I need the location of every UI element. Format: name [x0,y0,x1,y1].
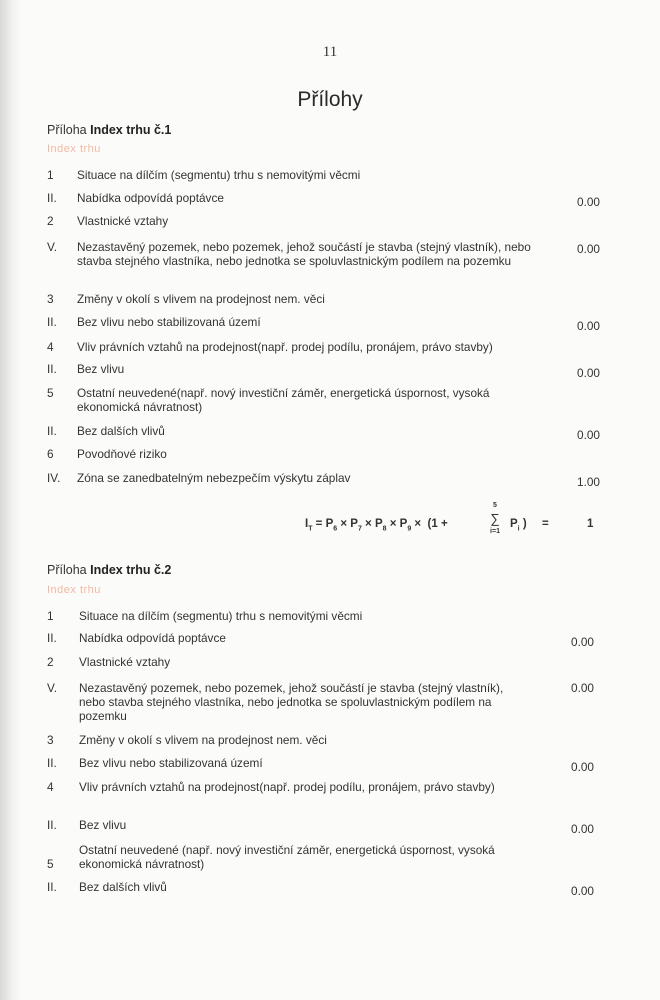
row-text: Změny v okolí s vlivem na prodejnost nem. věci [79,733,327,747]
row-value: 0.00 [571,822,594,836]
row-text: Ostatní neuvedené(např. nový investiční záměr, energetická úspornost, vysoká ekonomická návratnost) [77,386,490,414]
row-number: II. [47,756,57,770]
row-text: Povodňové riziko [77,447,167,461]
row-text: Situace na dílčím (segmentu) trhu s nemovitými věcmi [77,168,361,182]
row-value: 0.00 [577,195,600,209]
row-number: 4 [47,780,54,794]
row-value: 0.00 [571,635,594,649]
row-number: V. [47,240,58,254]
row-text: Bez dalších vlivů [77,424,165,438]
row-text: Vliv právních vztahů na prodejnost(např. prodej podílu, pronájem, právo stavby) [79,780,495,794]
row-number: II. [47,315,57,329]
row-number: 3 [47,292,54,306]
row-number: 2 [47,214,54,228]
row-text: Vlastnické vztahy [77,214,169,228]
row-number: II. [47,818,57,832]
formula-expression: $I_T = P_6 \times P_7 \times P_8 \times P_9 \times (1$ + [305,518,448,533]
annex-2-subtitle: Index trhu [47,584,101,596]
row-text: Bez vlivu nebo stabilizovaná území [77,315,261,329]
row-number: II. [47,631,57,645]
annex-1-title [47,123,171,137]
annex-1-subtitle: Index trhu [47,143,101,155]
annex-2-prefix: Příloha [47,563,87,577]
row-number: 5 [47,857,54,871]
row-text: Vliv právních vztahů na prodejnost(např. prodej podílu, pronájem, právo stavby) [77,340,493,354]
row-number: V. [47,681,58,695]
page-number: 11 [322,44,338,60]
row-number: 5 [47,386,54,400]
row-text: Ostatní neuvedené (např. nový investiční záměr, energetická úspornost, vysoká ekonomická návratnost) [79,843,495,871]
annex-1-name: Index trhu č.1 [90,123,172,137]
row-text: Bez vlivu [77,362,125,376]
page-title: Přílohy [297,88,363,111]
row-value: 0.00 [571,884,594,898]
row-text: Nezastavěný pozemek, nebo pozemek, jehož součástí je stavba (stejný vlastník), nebo stavba stejného vlastníka, nebo jednotka se spoluvlastnickým podílem na pozemku [77,240,531,268]
formula-term: $P_i$ ) [510,518,527,533]
annex-2-title [47,563,171,577]
row-number: 3 [47,733,54,747]
row-text: Bez vlivu nebo stabilizovaná území [79,756,263,770]
row-text: Vlastnické vztahy [79,655,171,669]
row-value: 0.00 [571,760,594,774]
annex-1-prefix: Příloha [47,123,87,137]
row-number: 6 [47,447,54,461]
row-text: Situace na dílčím (segmentu) trhu s nemovitými věcmi [79,609,363,623]
row-value: 0.00 [571,681,594,695]
row-text: Změny v okolí s vlivem na prodejnost nem. věci [77,292,325,306]
row-value: 1.00 [577,475,600,489]
sum-symbol: 5 ∑ i=1 [490,502,500,535]
row-number: II. [47,362,57,376]
row-number: 1 [47,168,54,182]
row-number: II. [47,424,57,438]
annex-2-name: Index trhu č.2 [90,563,172,577]
row-text: Bez dalších vlivů [79,880,167,894]
row-number: IV. [47,471,61,485]
row-number: II. [47,880,57,894]
row-text: Zóna se zanedbatelným nebezpečím výskytu záplav [77,471,351,485]
row-value: 0.00 [577,366,600,380]
row-number: II. [47,191,57,205]
market-index-formula [305,502,615,542]
formula-equals: = [542,518,549,530]
row-value: 0.00 [577,319,600,333]
row-text: Nezastavěný pozemek, nebo pozemek, jehož součástí je stavba (stejný vlastník), nebo stavba stejného vlastníka, nebo jednotka se spoluvlastnickým podílem na pozemku [79,681,504,723]
formula-result: 1 [587,518,594,530]
row-number: 2 [47,655,54,669]
row-text: Nabídka odpovídá poptávce [79,631,226,645]
page-binding-edge [0,0,22,1000]
row-text: Bez vlivu [79,818,127,832]
row-text: Nabídka odpovídá poptávce [77,191,224,205]
row-value: 0.00 [577,428,600,442]
row-number: 1 [47,609,54,623]
row-value: 0.00 [577,242,600,256]
row-number: 4 [47,340,54,354]
